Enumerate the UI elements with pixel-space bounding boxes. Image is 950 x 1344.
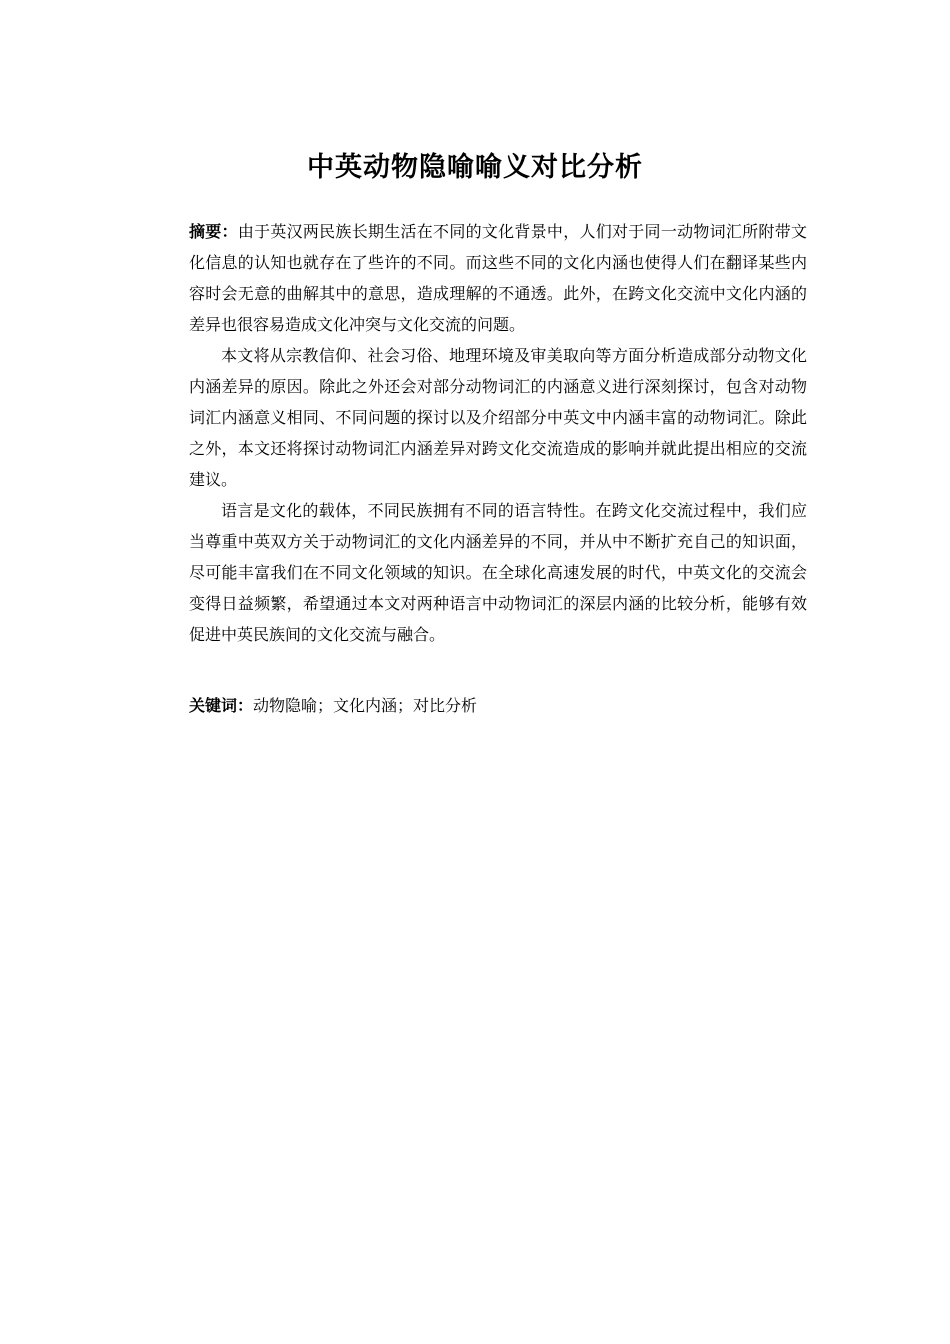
keywords-label: 关键词： [189, 696, 254, 715]
abstract-paragraph-3: 语言是文化的载体，不同民族拥有不同的语言特性。在跨文化交流过程中，我们应当尊重中英双方关于动物词汇的文化内涵差异的不同，并从中不断扩充自己的知识面，尽可能丰富我们在不同文化领域的知识。在全球化高速发展的时代，中英文化的交流会变得日益频繁，希望通过本文对两种语言中动物词汇的深层内涵的比较分析，能够有效促进中英民族间的文化交流与融合。 [189, 501, 807, 644]
paper-title: 中英动物隐喻喻义对比分析 [307, 152, 643, 183]
abstract-paragraph-1 [189, 216, 807, 340]
keyword-item-3: 对比分析 [413, 696, 478, 715]
abstract-text-1: 由于英汉两民族长期生活在不同的文化背景中，人们对于同一动物词汇所附带文化信息的认知也就存在了些许的不同。而这些不同的文化内涵也使得人们在翻译某些内容时会无意的曲解其中的意思，造成理解的不通透。此外，在跨文化交流中文化内涵的差异也很容易造成文化冲突与文化交流的问题。 [189, 222, 807, 334]
abstract-paragraph-2: 本文将从宗教信仰、社会习俗、地理环境及审美取向等方面分析造成部分动物文化内涵差异的原因。除此之外还会对部分动物词汇的内涵意义进行深刻探讨，包含对动物词汇内涵意义相同、不同问题的探讨以及介绍部分中英文中内涵丰富的动物词汇。除此之外，本文还将探讨动物词汇内涵差异对跨文化交流造成的影响并就此提出相应的交流建议。 [189, 346, 807, 489]
keyword-item-2: 文化内涵； [333, 696, 414, 715]
keyword-item-1: 动物隐喻； [253, 696, 334, 715]
abstract-section [189, 216, 807, 650]
abstract-label: 摘要： [189, 222, 238, 241]
keywords-line [189, 690, 807, 721]
